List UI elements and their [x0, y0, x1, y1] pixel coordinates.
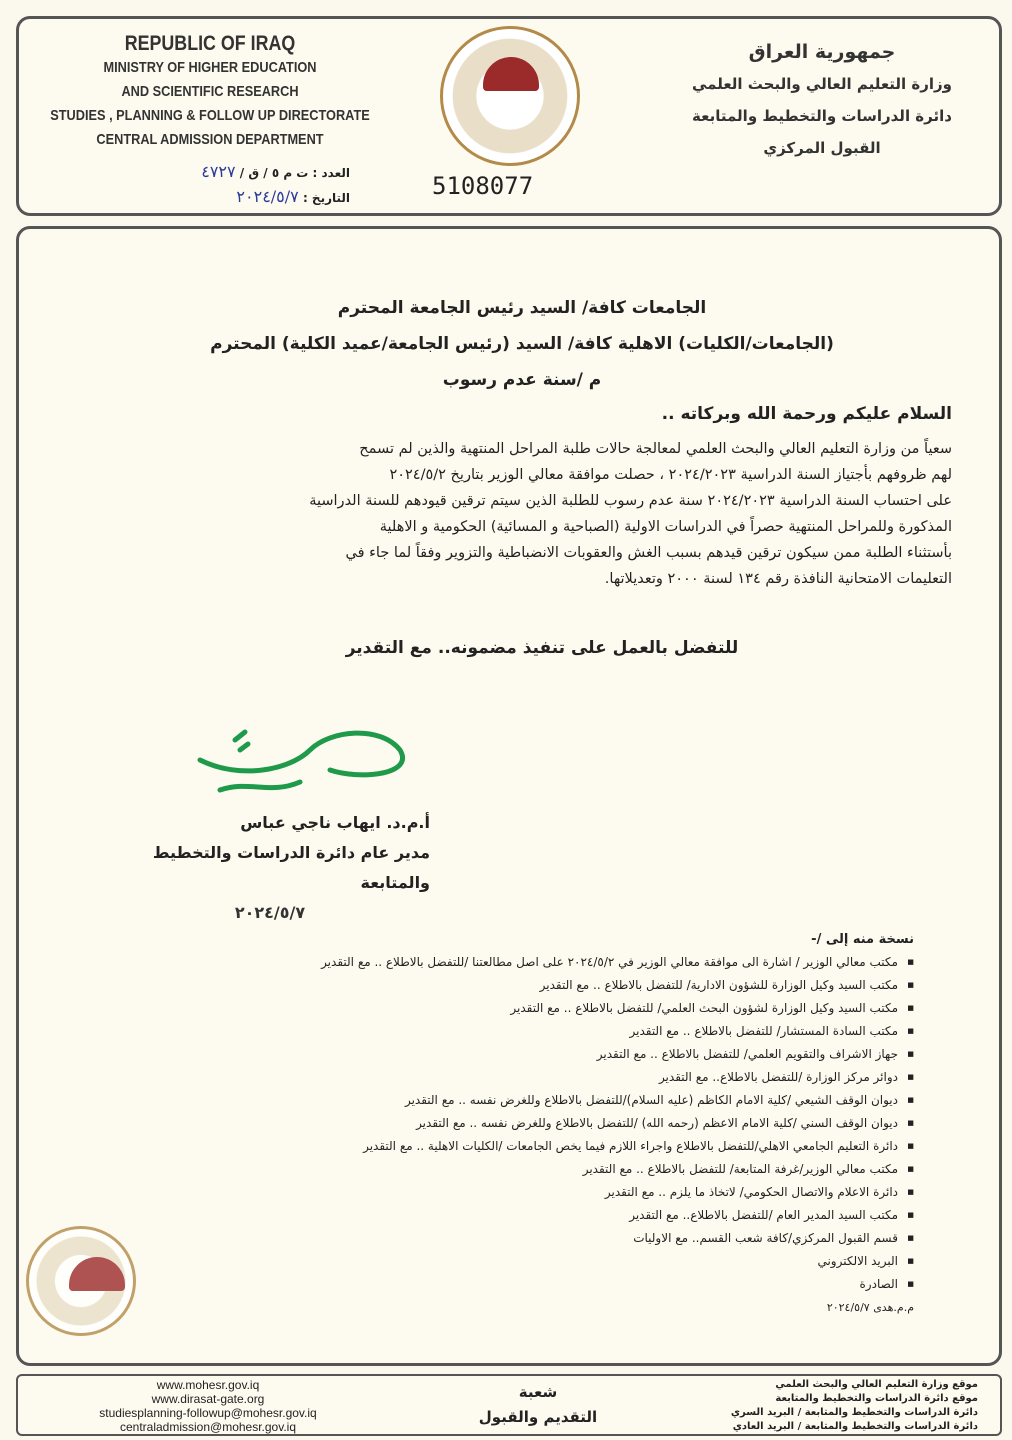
signature-date: ٢٠٢٤/٥/٧: [234, 903, 306, 922]
footer-right: [731, 1378, 978, 1434]
date-label: التاريخ :: [302, 191, 350, 205]
closing: للتفضل بالعمل على تنفيذ مضمونه.. مع التقدير: [345, 638, 739, 658]
copy-recipient: ■ دائرة التعليم الجامعي الاهلي/للتفضل بالاطلاع واجراء اللازم فيما يخص الجامعات /الكليات الاهلية .. مع التقدير: [34, 1135, 914, 1158]
section-name: التقديم والقبول: [478, 1408, 598, 1426]
directorate-en: STUDIES , PLANNING & FOLLOW UP DIRECTORATE: [50, 107, 370, 124]
copy-recipient: ■ مكتب معالي الوزير/غرفة المتابعة/ للتفضل بالاطلاع .. مع التقدير: [34, 1158, 914, 1181]
footer-label: دائرة الدراسات والتخطيط والمتابعة / البريد العادي: [732, 1421, 978, 1432]
ref-value: ٤٧٢٧: [201, 162, 236, 181]
copy-recipient: ■ مكتب السيد وكيل الوزارة لشؤون البحث العلمي/ للتفضل بالاطلاع .. مع التقدير: [34, 997, 914, 1020]
typist-initials: م.م.هدى ٢٠٢٤/٥/٧: [826, 1301, 914, 1314]
greeting: السلام عليكم ورحمة الله وبركاته ..: [661, 404, 952, 424]
email-link[interactable]: studiesplanning-followup@mohesr.gov.iq: [99, 1406, 317, 1420]
copy-recipient: ■ ديوان الوقف السني /كلية الامام الاعظم (رحمه الله) /للتفضل بالاطلاع وللغرض نفسه .. مع التقدير: [34, 1112, 914, 1135]
website-link[interactable]: www.mohesr.gov.iq: [156, 1378, 260, 1392]
directorate-ar: دائرة الدراسات والتخطيط والمتابعة: [692, 107, 952, 125]
letterhead-arabic: [662, 36, 982, 164]
letterhead-english: [49, 32, 372, 152]
copy-recipient: ■ الصادرة: [34, 1273, 914, 1296]
copy-recipient: ■ قسم القبول المركزي/كافة شعب القسم.. مع الاوليات: [34, 1227, 914, 1250]
copy-recipient: ■ مكتب السيد وكيل الوزارة للشؤون الادارية/ للتفضل بالاطلاع .. مع التقدير: [34, 974, 914, 997]
ref-label: العدد : ت م ٥ / ق /: [239, 166, 350, 180]
republic-en: REPUBLIC OF IRAQ: [124, 32, 296, 55]
footer-label: موقع دائرة الدراسات والتخطيط والمتابعة: [775, 1393, 978, 1404]
footer: [16, 1374, 1002, 1436]
copy-recipient: ■ ديوان الوقف الشيعي /كلية الامام الكاظم (عليه السلام)/للتفضل بالاطلاع وللغرض نفسه .. مع التقدير: [34, 1089, 914, 1112]
addressee-2: (الجامعات/الكليات) الاهلية كافة/ السيد (رئيس الجامعة/عميد الكلية) المحترم: [210, 334, 834, 354]
footer-label: دائرة الدراسات والتخطيط والمتابعة / البريد السري: [730, 1407, 978, 1418]
body-line: لهم ظروفهم بأجتياز السنة الدراسية ٢٠٢٤/٢٠٢٣ ، حصلت موافقة معالي الوزير بتاريخ ٢٠٢٤/٥/٢: [389, 467, 952, 483]
copy-recipient: ■ مكتب معالي الوزير / اشارة الى موافقة معالي الوزير في ٢٠٢٤/٥/٢ على اصل مطالعتنا /للتفضل بالاطلاع .. مع التقدير: [34, 951, 914, 974]
website-link[interactable]: www.dirasat-gate.org: [151, 1392, 265, 1406]
body-line: سعياً من وزارة التعليم العالي والبحث العلمي لمعالجة حالات طلبة المراحل المنتهية والذين لم تسمح: [359, 441, 952, 457]
copy-recipient: ■ دوائر مركز الوزارة /للتفضل بالاطلاع.. مع التقدير: [34, 1066, 914, 1089]
copy-recipient: ■ دائرة الاعلام والاتصال الحكومي/ لاتخاذ ما يلزم .. مع التقدير: [34, 1181, 914, 1204]
copy-recipient: ■ مكتب السيد المدير العام /للتفضل بالاطلاع.. مع التقدير: [34, 1204, 914, 1227]
email-link[interactable]: centraladmission@mohesr.gov.iq: [119, 1420, 297, 1434]
signatory: [110, 808, 430, 928]
copy-recipient: ■ البريد الالكتروني: [34, 1250, 914, 1273]
addressees: [172, 290, 872, 398]
footer-left: [58, 1378, 358, 1434]
ministry-en-1: MINISTRY OF HIGHER EDUCATION: [103, 59, 317, 76]
copy-recipient: ■ مكتب السادة المستشار/ للتفضل بالاطلاع .. مع التقدير: [34, 1020, 914, 1043]
signatory-title: مدير عام دائرة الدراسات والتخطيط والمتابعة: [152, 843, 430, 892]
body-line: المذكورة وللمراحل المنتهية حصراً في الدراسات الاولية (الصباحية و المسائية) الحكومية و الاهلية: [379, 519, 952, 535]
body-line: التعليمات الامتحانية النافذة رقم ١٣٤ لسنة ٢٠٠٠ وتعديلاتها.: [604, 571, 952, 587]
section-label: شعبة: [518, 1383, 558, 1401]
ministry-ar: وزارة التعليم العالي والبحث العلمي: [691, 75, 953, 93]
subject: م /سنة عدم رسوب: [442, 370, 602, 390]
letter-body: [102, 436, 952, 592]
seal-stamp: [26, 1226, 136, 1336]
copy-recipient: ■ جهاز الاشراف والتقويم العلمي/ للتفضل بالاطلاع .. مع التقدير: [34, 1043, 914, 1066]
reference-block: [90, 160, 350, 210]
footer-label: موقع وزارة التعليم العالي والبحث العلمي: [775, 1379, 978, 1390]
republic-ar: جمهورية العراق: [748, 41, 896, 63]
copies-list: [34, 928, 914, 1319]
body-line: بأستثناء الطلبة ممن سيكون ترقين قيدهم بسبب الغش والعقوبات الانضباطية والتزوير وفقاً لما جاء في: [345, 545, 952, 561]
ministry-seal-logo: [440, 26, 580, 166]
signatory-name: أ.م.د. ايهاب ناجي عباس: [240, 813, 430, 832]
footer-center: [458, 1380, 618, 1430]
addressee-1: الجامعات كافة/ السيد رئيس الجامعة المحترم: [337, 298, 707, 318]
body-line: على احتساب السنة الدراسية ٢٠٢٤/٢٠٢٣ سنة عدم رسوب للطلبة الذين سيتم ترقين قيودهم للسنة الدراسية: [309, 493, 952, 509]
signature-image: [180, 720, 420, 810]
date-value: ٢٠٢٤/٥/٧: [236, 187, 299, 206]
copies-heading: نسخة منه إلى /-: [811, 932, 914, 947]
ministry-en-2: AND SCIENTIFIC RESEARCH: [121, 83, 299, 100]
department-ar: القبول المركزي: [763, 139, 881, 157]
department-en: CENTRAL ADMISSION DEPARTMENT: [96, 131, 324, 148]
serial-number: 5108077: [432, 172, 534, 200]
